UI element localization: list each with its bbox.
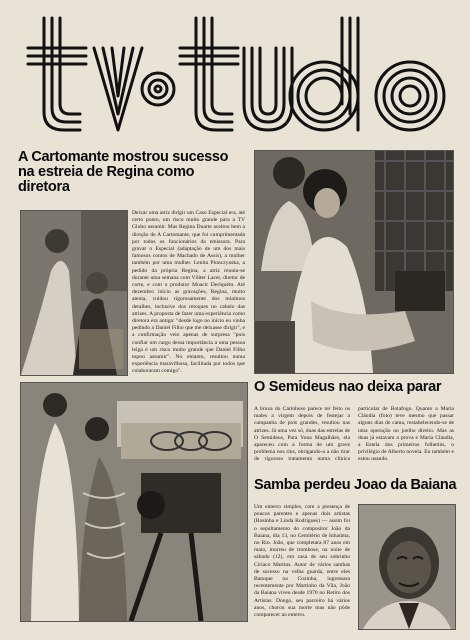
article-2-body: A bruxa do Carinhoso parece ter feito os males a virgem depois de festejar a campanha de pois grandes, resultou nas atrizes. Já uma vez só, duas das estrelas de O Semideus, Para Yona Magalhães, ela apareceu com a forma de um grave problema nos rins, obrigando-a a não tirar de rigoroso tratamento numa clínica particular de Botafogo. Quanto a Maria Cláudia (foto) teve mesmo que passar alguns dias de cama, restabelecendo-se de uma operação no joelho direito. Mas as duas já estavam a prova e Maria Cláudia, a Estela dos primeiros folhetins, o privilégio de Alberto novela. Eu também e estou usando. — [254, 406, 454, 463]
article-3-photo — [20, 382, 248, 622]
article-2-photo — [254, 150, 454, 374]
article-3-portrait-photo — [358, 504, 456, 630]
article-3-headline: Samba perdeu Joao da Baiana — [254, 477, 457, 493]
masthead-logo — [6, 4, 466, 144]
article-2-headline: O Semideus nao deixa parar — [254, 379, 442, 395]
article-1-photo — [20, 210, 128, 376]
article-1-headline: A Cartomante mostrou sucesso na estreia de Regina como diretora — [18, 149, 229, 196]
article-1-body: Deixar uma atriz dirigir um Caso Especial era, até certo ponto, um risco muito grande para a TV Globo assumir. Mas Regina Duarte aceitou bem a direção de A Cartomante, que foi cumprimentada por todos os funcionários da emissora. Para gravar o Especial (adaptação de um dos mais famosos contos de Machado de Assis), a mulher também por uma mulher. Lenita Plonczynska, a pedido da própria Regina, a atriz reuniu-se durante uma semana com Vôlter Lacet, diretor de corte, e com o produtor Moacir Deriquém. Até dezembro início as gravações, Regina, muito atenta, cuidou rigorosamente dos mínimos detalhes, inclusive dos retoques no cabelo das atrizes. A proposta de fazer uma experiência como diretora era antiga: "desde logo no início eu vinha pedindo a Daniel Filho que me deixasse dirigir", e a confirmação veio apenas de surpresa "pois confiar um cargo dessa importância a uma pessoa leiga é um risco muito grande que Daniel Filho topou assumir". No entanto, resultou numa experiência maravilhosa, facilitada por todos que colaboraram comigo". — [132, 210, 245, 375]
article-3-body: Um enterro simples, com a presença de poucos parentes e apenas dois artistas (Rosinha e Linda Rodrigues) — assim foi o sepultamento do compositor João da Baiana, dia 13, no Cemitério de Inhaúma, no Rio. João, que completara 87 anos em maio, morreu de trombose, na noite de sábado (12), em casa de seu sobrinho Ciríaco Martins. Autor de vários sambas de sucesso na velha guarda, entre eles Batuque na Cozinha, ingressara recentemente por Martinho da Vila, João da Baiana viveu desde 1970 no Retiro dos Artistas. Dongo, seu parceiro há vários anos, chorou sua morte mas não pôde comparecer ao enterro. — [254, 504, 350, 619]
